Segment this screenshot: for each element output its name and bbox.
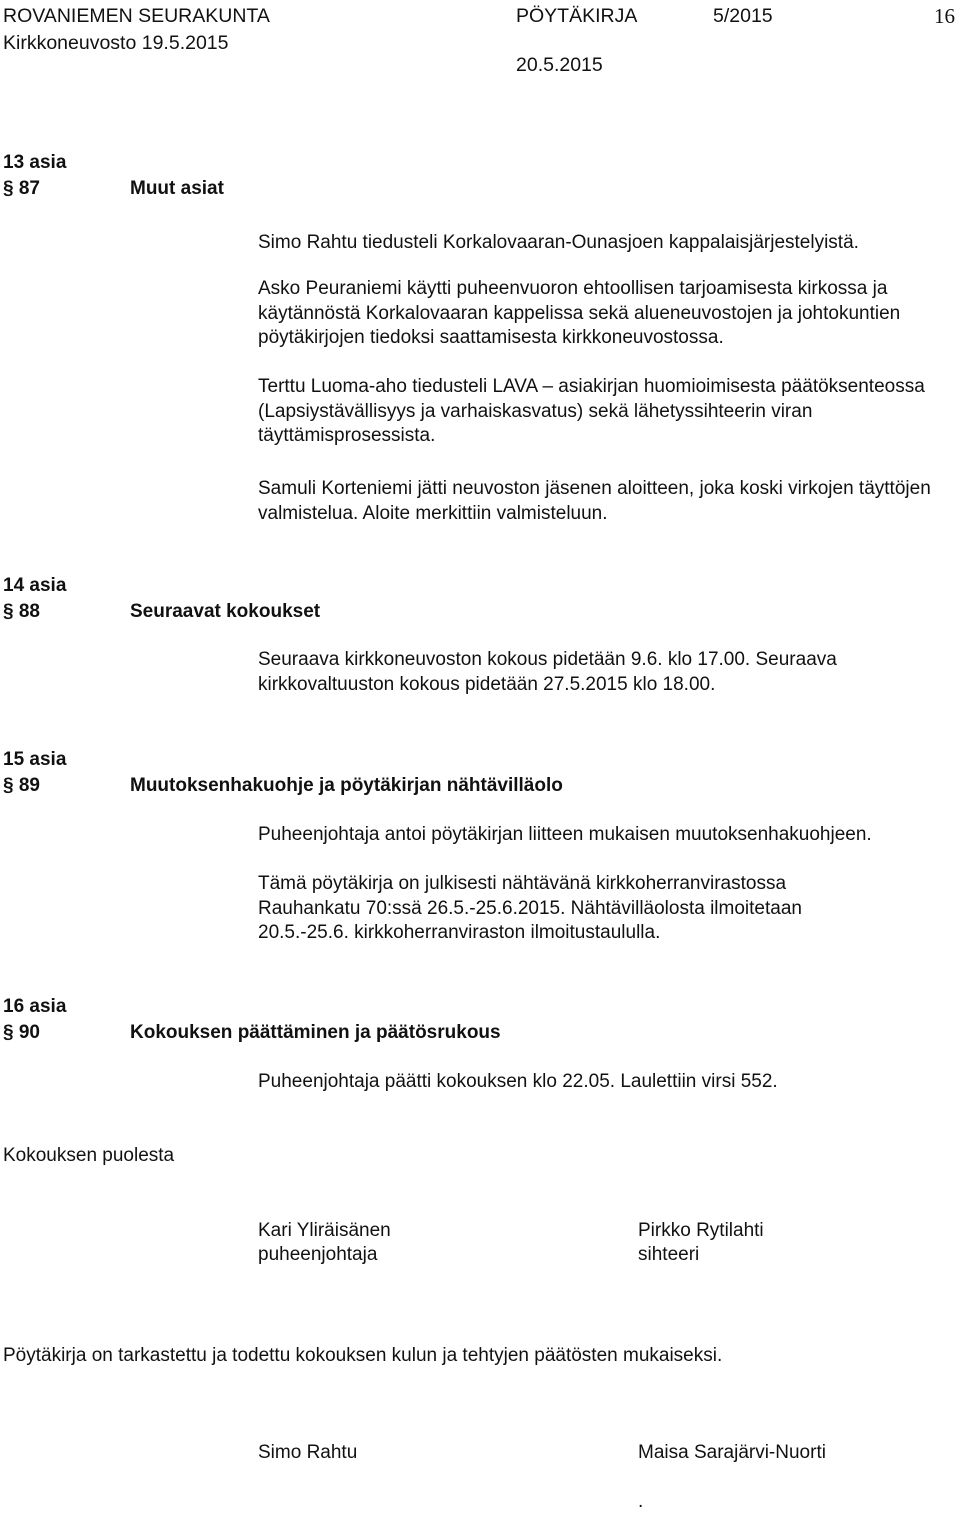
checker-name: Maisa Sarajärvi-Nuorti [638,1442,826,1463]
paragraph: Seuraava kirkkoneuvoston kokous pidetään 9.6. klo 17.00. Seuraava kirkkovaltuuston kokous pidetään 27.5.2015 klo 18.00. [258,649,837,695]
chair-name: Kari Yliräisänen [258,1220,391,1241]
paragraph: Puheenjohtaja päätti kokouksen klo 22.05. Laulettiin virsi 552. [258,1071,778,1092]
secretary-name: Pirkko Rytilahti [638,1220,764,1241]
document-date: 20.5.2015 [516,54,603,76]
paragraph: Simo Rahtu tiedusteli Korkalovaaran-Ounasjoen kappalaisjärjestelyistä. [258,232,859,253]
section-number: § 87 [3,178,40,199]
section-heading [3,150,224,202]
section-heading [3,994,501,1046]
paragraph: Terttu Luoma-aho tiedusteli LAVA – asiakirjan huomioimisesta päätöksenteossa (Lapsiystävällisyys ja varhaiskasvatus) sekä lähetyssihteerin viran täyttämisprosessista. [258,376,925,446]
checker-name: Simo Rahtu [258,1442,358,1463]
on-behalf-label: Kokouksen puolesta [3,1145,175,1166]
trailing-dot: . [638,1491,644,1512]
verification-statement: Pöytäkirja on tarkastettu ja todettu kokouksen kulun ja tehtyjen päätösten mukaiseksi. [3,1345,723,1366]
paragraph: Puheenjohtaja antoi pöytäkirjan liitteen mukaisen muutoksenhakuohjeen. [258,824,872,845]
section-asia: 15 asia [3,749,67,770]
section-asia: 14 asia [3,575,67,596]
paragraph: Tämä pöytäkirja on julkisesti nähtävänä kirkkoherranvirastossa Rauhankatu 70:ssä 26.5.-25.6.2015. Nähtävilläolosta ilmoitetaan 20.5.-25.6. kirkkoherranviraston ilmoitustaululla. [258,873,802,943]
section-heading [3,747,563,799]
section-title: Muutoksenhakuohje ja pöytäkirjan nähtävilläolo [130,775,563,796]
secretary-role: sihteeri [638,1244,700,1265]
paragraph: Asko Peuraniemi käytti puheenvuoron ehtoollisen tarjoamisesta kirkossa ja käytännöstä Korkalovaaran kappelissa sekä alueneuvostojen ja johtokuntien pöytäkirjojen tiedoksi saattamisesta kirkkoneuvostossa. [258,278,901,348]
meeting-name-date: Kirkkoneuvosto 19.5.2015 [3,32,229,54]
section-asia: 16 asia [3,996,67,1017]
document-number: 5/2015 [713,5,773,27]
section-asia: 13 asia [3,152,67,173]
section-number: § 88 [3,601,40,622]
section-number: § 90 [3,1022,40,1043]
page-number: 16 [934,4,955,28]
section-title: Muut asiat [130,178,224,199]
section-title: Kokouksen päättäminen ja päätösrukous [130,1022,501,1043]
chair-role: puheenjohtaja [258,1244,378,1265]
document-type: PÖYTÄKIRJA [516,5,638,27]
section-title: Seuraavat kokoukset [130,601,321,622]
organization-name: ROVANIEMEN SEURAKUNTA [3,5,270,27]
section-heading [3,573,321,625]
paragraph: Samuli Korteniemi jätti neuvoston jäsenen aloitteen, joka koski virkojen täyttöjen valmistelua. Aloite merkittiin valmisteluun. [258,478,931,524]
section-number: § 89 [3,775,40,796]
